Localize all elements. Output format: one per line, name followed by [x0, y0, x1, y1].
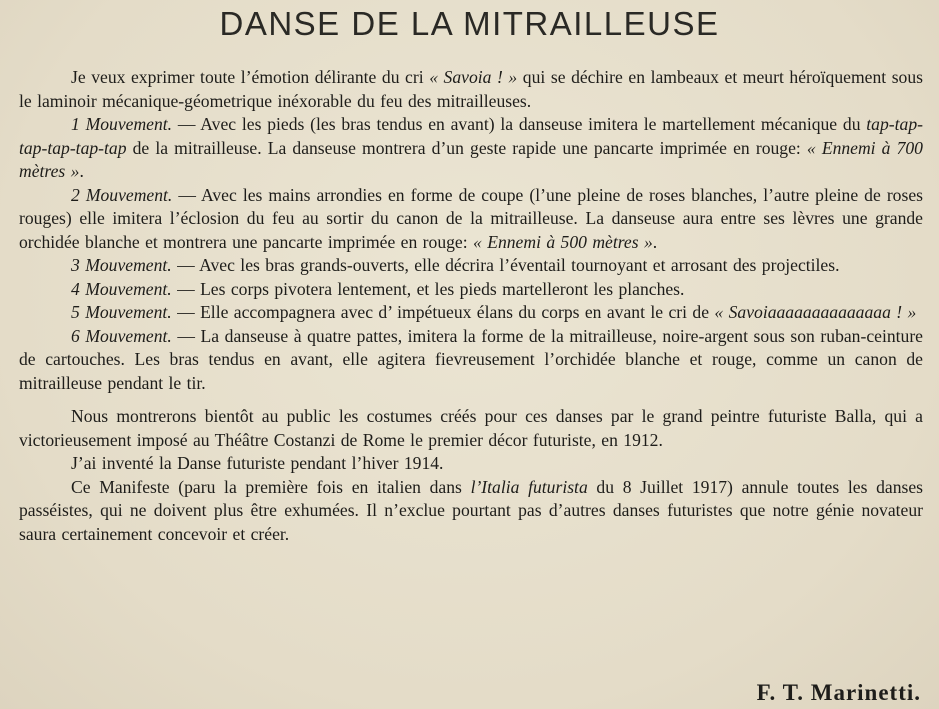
movement-3-label: 3 Mouvement.: [71, 255, 172, 275]
movement-6-label: 6 Mouvement.: [71, 325, 172, 346]
invention-paragraph: J’ai inventé la Danse futuriste pendant l’hiver 1914.: [71, 453, 444, 473]
movement-5-label: 5 Mouvement.: [71, 302, 172, 322]
movement-4-label: 4 Mouvement.: [71, 278, 172, 299]
intro-text-a: Je veux exprimer toute l’émotion délirante du cri: [71, 67, 430, 87]
movement-2-label: 2 Mouvement.: [71, 184, 173, 205]
movement-1-label: 1 Mouvement.: [71, 114, 173, 134]
movement-4-text: — Les corps pivotera lentement, et les pieds martelleront les planches.: [171, 278, 685, 299]
author-signature: F. T. Marinetti.: [756, 680, 921, 705]
movement-3-text: — Avec les bras grands-ouverts, elle décrira l’éventail tournoyant et arrosant des projectiles.: [171, 255, 840, 275]
movement-6-text: — La danseuse à quatre pattes, imitera la forme de la mitrailleuse, noire-argent sous son ruban-ceinture de cartouches. Les bras tendus en avant, elle agitera fievreusement l’orchidée blanche et rouge, comme un canon de mitrailleuse pendant le tir.: [19, 325, 923, 393]
intro-paragraph: [19, 66, 923, 113]
movement-1-onomatopoeia: tap-tap-tap-tap-tap-tap: [19, 114, 923, 158]
movement-5-cry: « Savoiaaaaaaaaaaaaaa ! »: [714, 302, 917, 322]
manifesto-text-a: Ce Manifeste (paru la première fois en italien dans: [71, 476, 471, 497]
movement-2-text-c: .: [652, 231, 658, 252]
movement-5-text: — Elle accompagnera avec d’ impétueux élans du corps en avant le cri de: [171, 302, 715, 322]
movement-1-paragraph: [19, 113, 923, 184]
movement-2-placard: « Ennemi à 500 mètres »: [473, 231, 653, 252]
movement-1-text-c: de la mitrailleuse. La danseuse montrera d’un geste rapide une pancarte imprimée en rouge:: [126, 137, 807, 158]
costumes-paragraph: Nous montrerons bientôt au public les costumes créés pour ces danses par le grand peintre futuriste Balla, qui a victorieusement imposé au Théâtre Costanzi de Rome le premier décor futuriste, en 1912.: [19, 406, 923, 450]
manifesto-text-c: du 8 Juillet 1917) annule toutes les danses passéistes, qui ne doivent plus être exhumées. Il n’exclue pourtant pas d’autres danses futuristes que notre génie novateur saura certainement concevoir et créer.: [19, 476, 923, 544]
movement-2-text-a: — Avec les mains arrondies en forme de coupe (l’une pleine de roses blanches, l’autre pleine de roses rouges) elle imitera l’éclosion du feu au sortir du canon de la mitrailleuse. La danseuse aura entre ses lèvres une grande orchidée blanche et montrera une pancarte imprimée en rouge:: [19, 184, 923, 252]
movement-2-paragraph: [19, 184, 923, 255]
movement-1-text-e: .: [79, 161, 84, 181]
manifesto-paragraph: [19, 476, 923, 547]
page-title: DANSE DE LA MITRAILLEUSE: [219, 5, 720, 42]
movement-5-paragraph: [19, 301, 923, 325]
movement-3-paragraph: [19, 254, 923, 278]
intro-text-c: qui se déchire en lambeaux et meurt héroïquement sous le laminoir mécanique-géometrique inéxorable du feu des mitrailleuses.: [19, 67, 923, 111]
journal-title: l’Italia futurista: [470, 476, 588, 497]
manifesto-body: [19, 66, 923, 546]
movement-1-placard: « Ennemi à 700 mètres »: [19, 137, 923, 181]
intro-cry: « Savoia ! »: [429, 67, 518, 87]
movement-1-text-a: — Avec les pieds (les bras tendus en avant) la danseuse imitera le martellement mécanique du: [172, 114, 867, 134]
movement-4-paragraph: [19, 278, 923, 302]
movement-6-paragraph: [19, 325, 923, 396]
